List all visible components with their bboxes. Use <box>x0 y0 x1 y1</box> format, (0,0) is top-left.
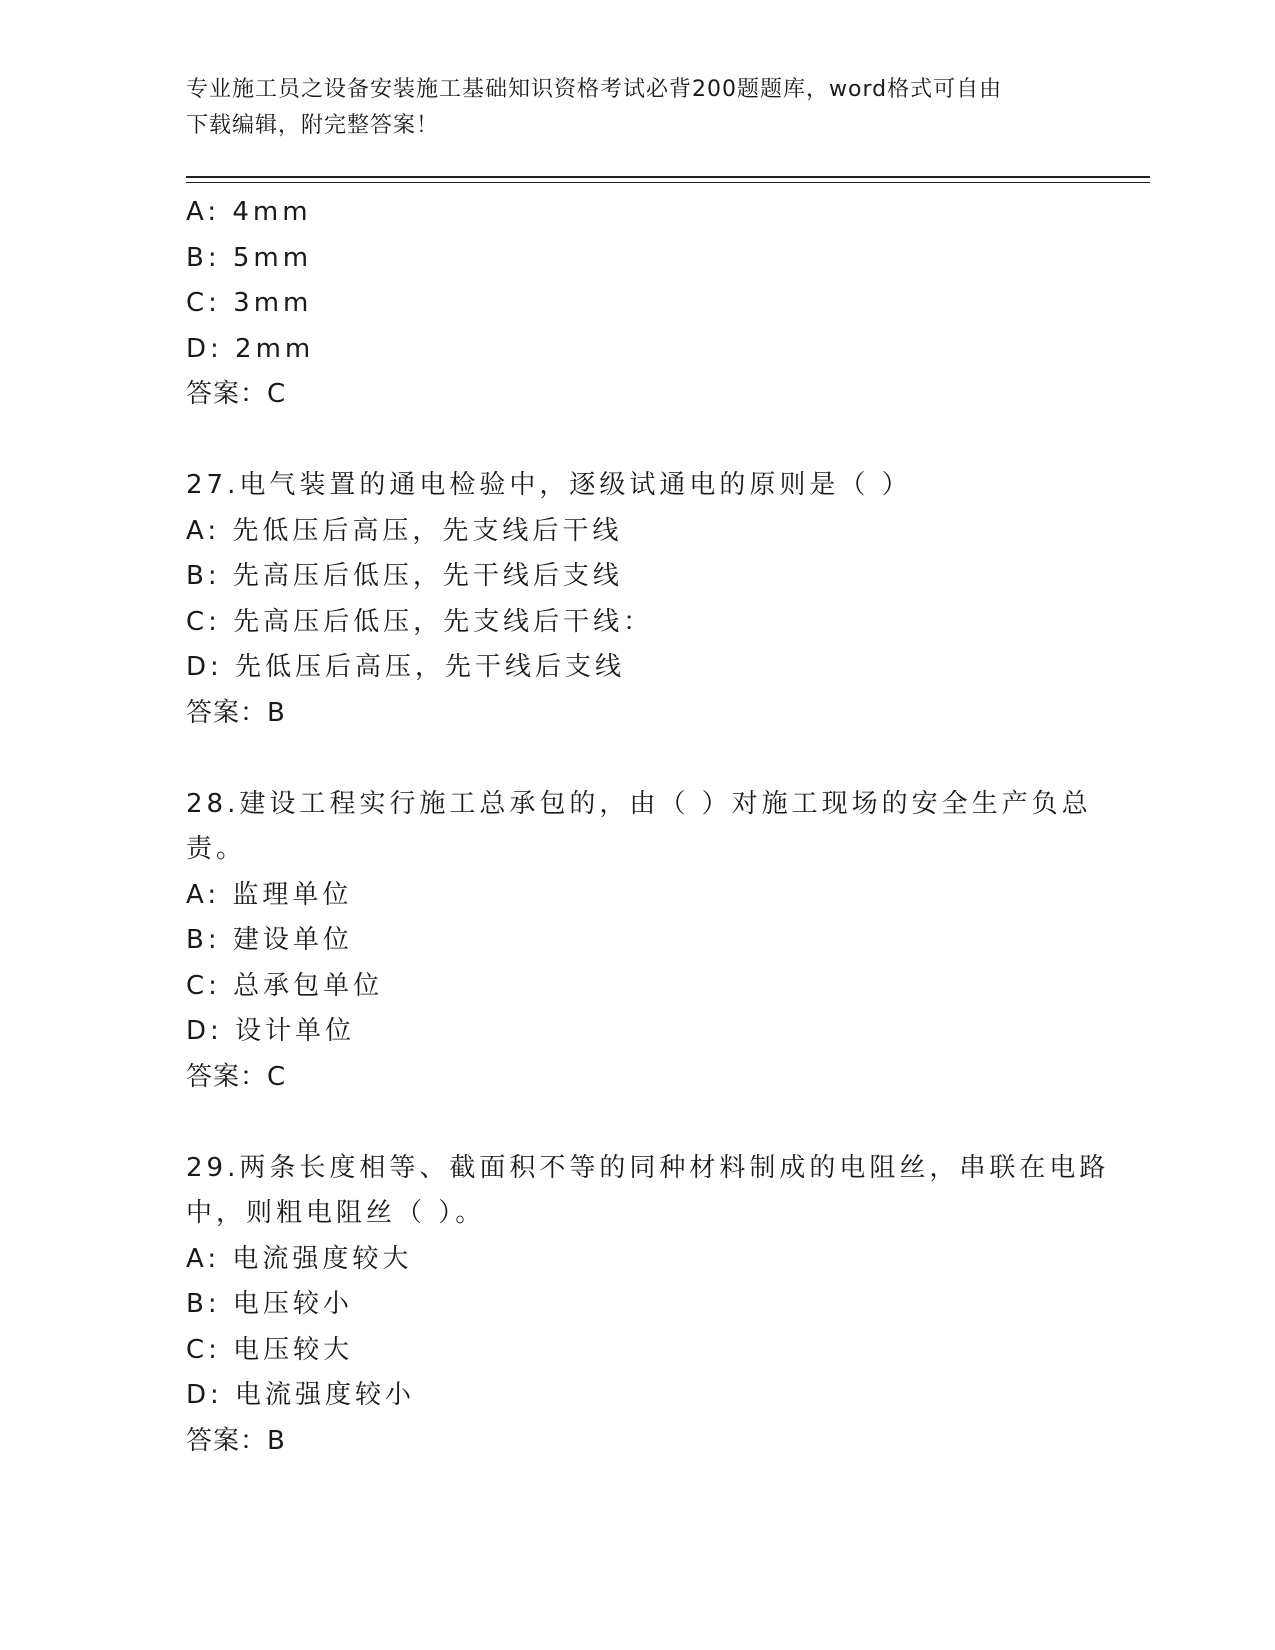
question-block-27 <box>186 463 1066 736</box>
option-d: D: 设计单位 <box>186 1016 356 1046</box>
option-a: A: 监理单位 <box>186 879 353 910</box>
question-text: 29.两条长度相等、截面积不等的同种材料制成的电阻丝，串联在电路 <box>186 1152 1110 1183</box>
question-text: 28.建设工程实行施工总承包的，由（ ）对施工现场的安全生产负总 <box>186 788 1092 819</box>
spacer <box>186 1100 1066 1146</box>
question-text-cont: 中，则粗电阻丝（ ）。 <box>186 1198 486 1228</box>
option-b: B: 建设单位 <box>186 925 353 955</box>
option-c: C: 电压较大 <box>186 1334 354 1365</box>
question-block-28 <box>186 782 1092 1101</box>
option-d: D: 电流强度较小 <box>186 1380 416 1410</box>
option-a: A: 电流强度较大 <box>186 1243 413 1274</box>
option-b: B: 5mm <box>186 242 313 273</box>
question-block-29 <box>186 1146 1110 1465</box>
header-divider-thin <box>186 182 1150 183</box>
question-text-cont: 责。 <box>186 834 247 864</box>
option-a: A: 先低压后高压，先支线后干线 <box>186 515 623 546</box>
question-text: 27.电气装置的通电检验中，逐级试通电的原则是（ ） <box>186 470 912 500</box>
option-c: C: 总承包单位 <box>186 970 384 1001</box>
option-a: A: 4mm <box>186 197 312 227</box>
spacer <box>186 736 1066 782</box>
option-c: C: 3mm <box>186 288 313 318</box>
answer-line: 答案：B <box>186 1425 286 1456</box>
spacer <box>186 418 1066 464</box>
header-line-2: 下载编辑，附完整答案！ <box>186 113 440 138</box>
header-divider-thick <box>186 176 1150 178</box>
answer-line: 答案：B <box>186 697 286 728</box>
option-d: D: 2mm <box>186 333 315 364</box>
question-list <box>186 190 1110 1464</box>
document-header <box>186 72 1066 144</box>
option-d: D: 先低压后高压，先干线后支线 <box>186 652 626 682</box>
answer-line: 答案：C <box>186 1061 287 1092</box>
answer-line: 答案：C <box>186 379 287 409</box>
option-b: B: 先高压后低压，先干线后支线 <box>186 561 623 591</box>
question-block-prev <box>186 190 1066 418</box>
option-b: B: 电压较小 <box>186 1289 353 1319</box>
header-line-1: 专业施工员之设备安装施工基础知识资格考试必背200题题库，word格式可自由 <box>186 77 1003 102</box>
option-c: C: 先高压后低压，先支线后干线： <box>186 606 654 637</box>
